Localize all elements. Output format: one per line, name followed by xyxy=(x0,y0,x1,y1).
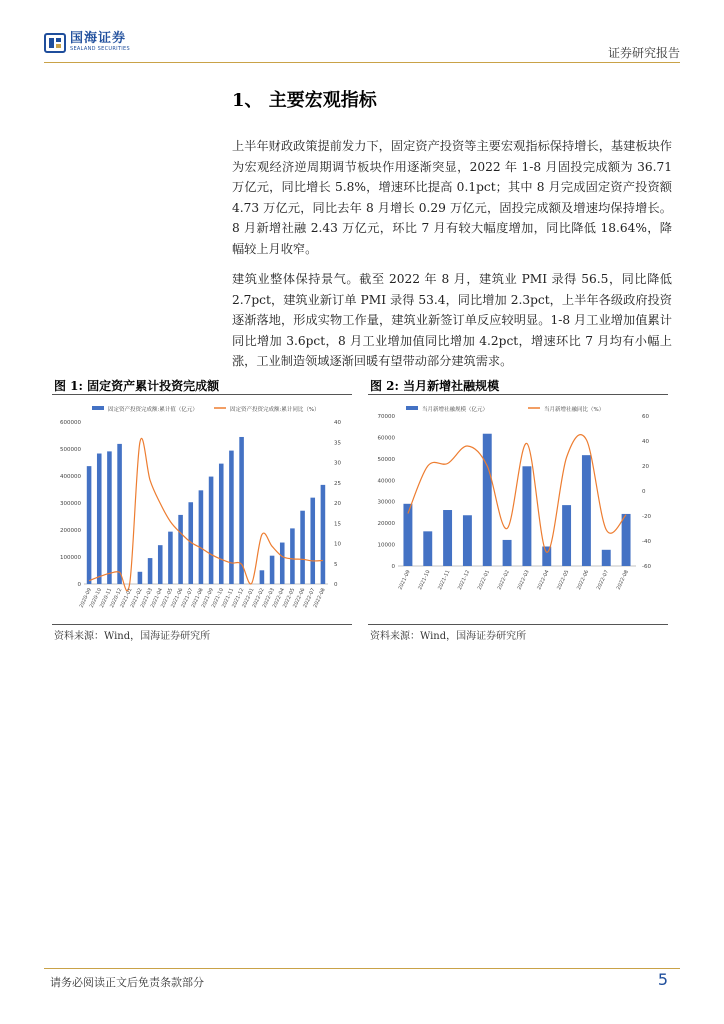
x-tick-label: 2022-02 xyxy=(251,587,266,609)
legend-bar-label: 当月新增社融规模（亿元） xyxy=(422,407,489,413)
bar-2022-07 xyxy=(602,550,611,566)
x-tick-label: 2022-07 xyxy=(595,569,611,591)
x-tick-label: 2021-05 xyxy=(159,587,175,609)
figure-2-title: 图 2: 当月新增社融规模 xyxy=(370,379,500,393)
bar-2022-07 xyxy=(310,498,315,584)
header-divider xyxy=(44,62,680,63)
x-tick-label: 2022-02 xyxy=(496,569,511,591)
bar-2021-02 xyxy=(138,572,143,584)
bar-2021-08 xyxy=(199,490,204,584)
y-left-tick-label: 70000 xyxy=(377,414,395,420)
x-tick-label: 2021-12 xyxy=(456,569,472,591)
y-right-tick-label: 0 xyxy=(642,489,646,495)
bar-2021-11 xyxy=(229,451,234,584)
x-tick-label: 2022-03 xyxy=(516,569,531,591)
x-tick-label: 2021-01 xyxy=(119,587,134,609)
bar-2020-10 xyxy=(97,454,102,584)
bar-2020-12 xyxy=(117,444,122,584)
y-right-tick-label: 25 xyxy=(334,480,341,487)
bar-2022-03 xyxy=(270,556,275,584)
legend-line-label: 当月新增社融同比（%） xyxy=(544,407,605,413)
bar-2022-02 xyxy=(503,540,512,566)
bar-2021-03 xyxy=(148,558,153,584)
y-right-tick-label: 40 xyxy=(642,439,649,445)
legend-line-label: 固定资产投资完成额:累计同比（%） xyxy=(230,407,320,413)
y-left-tick-label: 20000 xyxy=(377,521,395,528)
x-tick-label: 2020-12 xyxy=(109,587,124,609)
yoy-line xyxy=(408,435,626,553)
y-left-tick-label: 40000 xyxy=(377,478,395,485)
bar-2021-12 xyxy=(239,437,244,584)
y-right-tick-label: -60 xyxy=(642,564,651,570)
y-right-tick-label: 15 xyxy=(334,521,341,528)
y-right-tick-label: 60 xyxy=(642,414,649,420)
figure-1-source: 资料来源：Wind，国海证券研究所 xyxy=(54,631,211,642)
figure-1-title: 图 1: 固定资产累计投资完成额 xyxy=(54,379,220,393)
x-tick-label: 2021-06 xyxy=(170,587,185,609)
x-tick-label: 2021-09 xyxy=(397,569,412,591)
y-left-tick-label: 400000 xyxy=(60,474,81,480)
figure-2-source: 资料来源：Wind，国海证券研究所 xyxy=(370,631,527,642)
x-tick-label: 2021-07 xyxy=(180,587,195,609)
y-right-tick-label: 5 xyxy=(334,561,338,568)
paragraph-1: 上半年财政政策提前发力下，固定资产投资等主要宏观指标保持增长，基建板块作为宏观经济逆周期调节板块作用逐渐突显，2022 年 1-8 月固投完成额为 36.71 万亿元，同比增长 5.8%，增速环比提高 0.1pct；其中 8 月完成固定资产投资额 4.73 万亿元，同比去年 8 月增长 0.29 万亿元，固投完成额及增速均保持增长。8 月新增社融 2.43 万亿元，环比 7 月有较大幅度增加，同比降低 18.64%，降幅较上月收窄。 xyxy=(232,139,672,256)
bar-2022-08 xyxy=(321,485,326,584)
bar-2022-05 xyxy=(290,528,295,584)
brand-logo xyxy=(44,32,130,53)
x-tick-label: 2022-05 xyxy=(281,587,297,609)
y-right-tick-label: -20 xyxy=(642,514,651,520)
bar-2021-04 xyxy=(158,545,163,584)
bar-2020-11 xyxy=(107,451,112,584)
page-header xyxy=(44,32,680,60)
y-left-tick-label: 100000 xyxy=(60,555,81,561)
y-right-tick-label: -40 xyxy=(642,539,651,545)
y-right-tick-label: 20 xyxy=(334,501,341,507)
bar-2022-03 xyxy=(522,466,531,566)
section-title: 1、 主要宏观指标 xyxy=(232,90,377,111)
x-tick-label: 2021-12 xyxy=(231,587,246,609)
legend-bar-swatch xyxy=(92,406,104,410)
fixed-asset-investment-chart xyxy=(52,400,352,622)
legend-bar-swatch xyxy=(406,406,418,410)
bar-2021-10 xyxy=(219,464,224,584)
x-tick-label: 2022-04 xyxy=(271,587,287,609)
bar-2021-10 xyxy=(423,531,432,566)
figure-2-top-rule xyxy=(368,394,668,395)
bar-2020-09 xyxy=(87,466,92,584)
x-tick-label: 2020-11 xyxy=(98,587,114,609)
x-tick-label: 2022-03 xyxy=(261,587,276,609)
footer-disclaimer: 请务必阅读正文后免责条款部分 xyxy=(50,976,204,989)
y-left-tick-label: 10000 xyxy=(377,542,395,549)
x-tick-label: 2021-10 xyxy=(210,587,226,609)
x-tick-label: 2022-01 xyxy=(241,587,256,609)
y-right-tick-label: 40 xyxy=(334,420,341,426)
x-tick-label: 2020-09 xyxy=(78,587,93,609)
bar-2022-06 xyxy=(300,511,305,584)
y-left-tick-label: 600000 xyxy=(60,420,81,426)
x-tick-label: 2022-05 xyxy=(556,569,571,591)
x-tick-label: 2021-04 xyxy=(149,587,165,609)
y-right-tick-label: 30 xyxy=(334,460,341,467)
y-right-tick-label: 10 xyxy=(334,541,341,548)
brand-name-cn: 国海证券 xyxy=(70,31,127,46)
brand-name-en: SEALAND SECURITIES xyxy=(70,46,130,52)
figure-1-bottom-rule xyxy=(52,624,352,625)
bar-2022-08 xyxy=(622,514,631,566)
x-tick-label: 2022-06 xyxy=(292,587,307,609)
y-left-tick-label: 500000 xyxy=(60,447,81,453)
x-tick-label: 2021-11 xyxy=(437,569,452,591)
bar-2021-06 xyxy=(178,515,183,584)
x-tick-label: 2021-02 xyxy=(129,587,144,609)
x-tick-label: 2020-10 xyxy=(88,587,104,609)
figure-1-top-rule xyxy=(52,394,352,395)
bar-2021-12 xyxy=(463,515,472,566)
yoy-line xyxy=(89,438,323,590)
paragraph-2: 建筑业整体保持景气。截至 2022 年 8 月，建筑业 PMI 录得 56.5，同比降低 2.7pct，建筑业新订单 PMI 录得 53.4，同比增加 2.3pct，上半年各级政府投资逐渐落地，形成实物工作量，建筑业新签订单反应较明显。1-8 月工业增加值累计同比增加 3.6pct，8 月工业增加值同比增加 4.2pct，增速环比 7 月均有小幅上涨，工业制造领域逐渐回暖有望带动部分建筑需求。 xyxy=(232,272,672,368)
bar-2022-05 xyxy=(562,505,571,566)
bar-2021-05 xyxy=(168,532,173,584)
y-right-tick-label: 35 xyxy=(334,440,341,447)
y-left-tick-label: 0 xyxy=(77,582,81,588)
y-left-tick-label: 60000 xyxy=(377,435,395,442)
footer-divider xyxy=(44,968,680,969)
figure-2-bottom-rule xyxy=(368,624,668,625)
y-right-tick-label: 20 xyxy=(642,464,649,470)
x-tick-label: 2021-11 xyxy=(220,587,236,609)
y-left-tick-label: 50000 xyxy=(377,456,395,463)
social-financing-chart xyxy=(368,400,668,622)
y-right-tick-label: 0 xyxy=(334,582,338,588)
bar-2022-06 xyxy=(582,455,591,566)
legend-bar-label: 固定资产投资完成额:累计值（亿元） xyxy=(108,407,198,413)
x-tick-label: 2021-08 xyxy=(190,587,205,609)
x-tick-label: 2021-10 xyxy=(417,569,432,591)
x-tick-label: 2022-04 xyxy=(536,569,551,591)
bar-2022-04 xyxy=(280,543,285,584)
x-tick-label: 2022-08 xyxy=(615,569,630,591)
page-number: 5 xyxy=(657,970,668,989)
x-tick-label: 2022-01 xyxy=(476,569,492,591)
x-tick-label: 2022-08 xyxy=(312,587,327,609)
x-tick-label: 2022-06 xyxy=(575,569,591,591)
y-left-tick-label: 200000 xyxy=(60,528,81,534)
bar-2021-09 xyxy=(209,477,214,584)
y-left-tick-label: 30000 xyxy=(377,499,395,506)
bar-2022-02 xyxy=(260,570,265,584)
brand-logo-icon xyxy=(44,33,66,53)
x-tick-label: 2022-07 xyxy=(302,587,317,609)
y-left-tick-label: 0 xyxy=(391,564,395,570)
bar-2022-01 xyxy=(483,434,492,566)
x-tick-label: 2021-03 xyxy=(139,587,154,609)
x-tick-label: 2021-09 xyxy=(200,587,215,609)
bar-2021-11 xyxy=(443,510,452,566)
y-left-tick-label: 300000 xyxy=(60,501,81,507)
report-type: 证券研究报告 xyxy=(607,46,680,60)
